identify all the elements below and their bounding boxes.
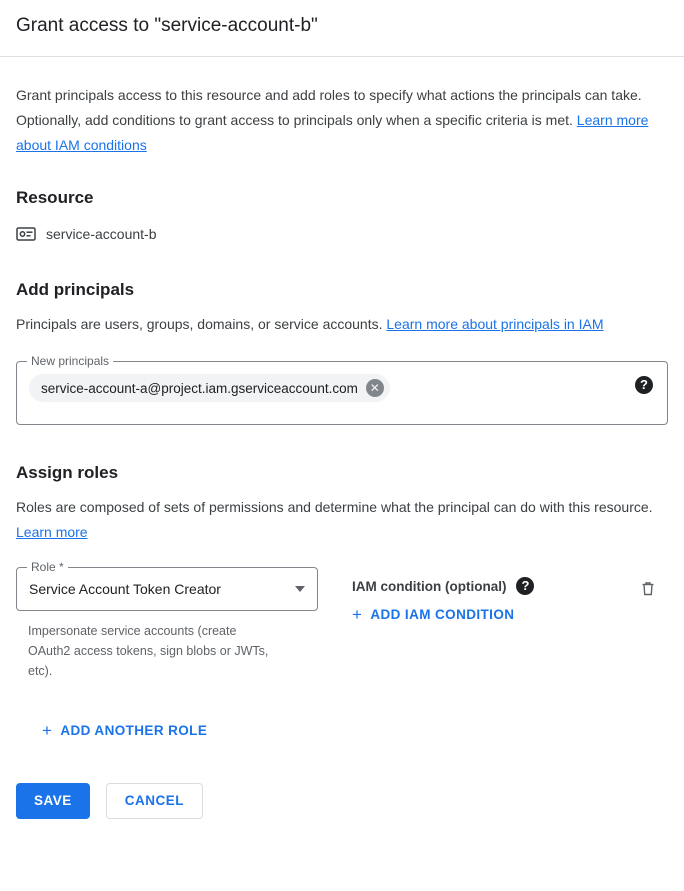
delete-role-column [628,567,668,599]
principal-chip[interactable] [29,374,390,402]
add-principals-heading: Add principals [16,280,135,299]
panel-body [0,83,684,819]
trash-icon[interactable] [638,579,658,599]
add-another-role-row [16,711,668,741]
page-title: Grant access to "service-account-b" [16,15,318,36]
principals-learn-more-link[interactable]: Learn more about principals in IAM [386,316,604,332]
cancel-button[interactable]: CANCEL [106,783,203,819]
assign-roles-heading: Assign roles [16,463,119,482]
help-icon[interactable]: ? [635,376,653,394]
chevron-down-icon[interactable] [295,586,305,592]
role-select[interactable] [16,560,318,611]
principal-chip-label: service-account-a@project.iam.gserviceaccount.com [41,380,358,396]
plus-icon: + [352,604,363,624]
save-button[interactable]: SAVE [16,783,90,819]
roles-description [16,495,656,545]
new-principals-field[interactable] [16,354,668,425]
resource-heading: Resource [16,188,94,207]
help-icon[interactable]: ? [516,577,534,595]
footer-actions [16,783,668,819]
role-select-label: Role * [27,560,68,574]
resource-row [16,224,668,244]
role-description: Impersonate service accounts (create OAuth2 access tokens, sign blobs or JWTs, etc). [28,624,269,678]
role-column [16,560,318,681]
service-account-icon [16,224,36,244]
resource-section [16,188,668,244]
iam-condition-column [352,567,628,625]
roles-description-text: Roles are composed of sets of permissions and determine what the principal can do with this resource. [16,499,653,515]
add-principals-section [16,280,668,425]
intro-text [16,83,656,158]
role-select-value: Service Account Token Creator [29,581,221,597]
new-principals-label: New principals [27,354,113,368]
add-another-role-button[interactable] [42,720,208,740]
iam-condition-label: IAM condition (optional) [352,578,507,594]
panel-header [0,0,684,57]
add-iam-condition-label: ADD IAM CONDITION [370,607,515,622]
add-iam-condition-button[interactable] [352,604,515,624]
close-icon[interactable]: ✕ [366,379,384,397]
roles-learn-more-link[interactable]: Learn more [16,524,88,540]
iam-conditions-learn-more-link[interactable]: Learn more about IAM conditions [16,112,649,153]
plus-icon: + [42,720,53,740]
principals-description [16,312,656,337]
add-another-role-label: ADD ANOTHER ROLE [60,723,208,738]
role-row [16,560,668,681]
intro-paragraph: Grant principals access to this resource and add roles to specify what actions the principals can take. Optionally, add conditions to grant access to principals only when a specific criteria is met. [16,87,642,128]
iam-condition-header [352,577,628,595]
principals-description-text: Principals are users, groups, domains, or service accounts. [16,316,383,332]
assign-roles-section [16,463,668,741]
resource-name: service-account-b [46,226,157,242]
